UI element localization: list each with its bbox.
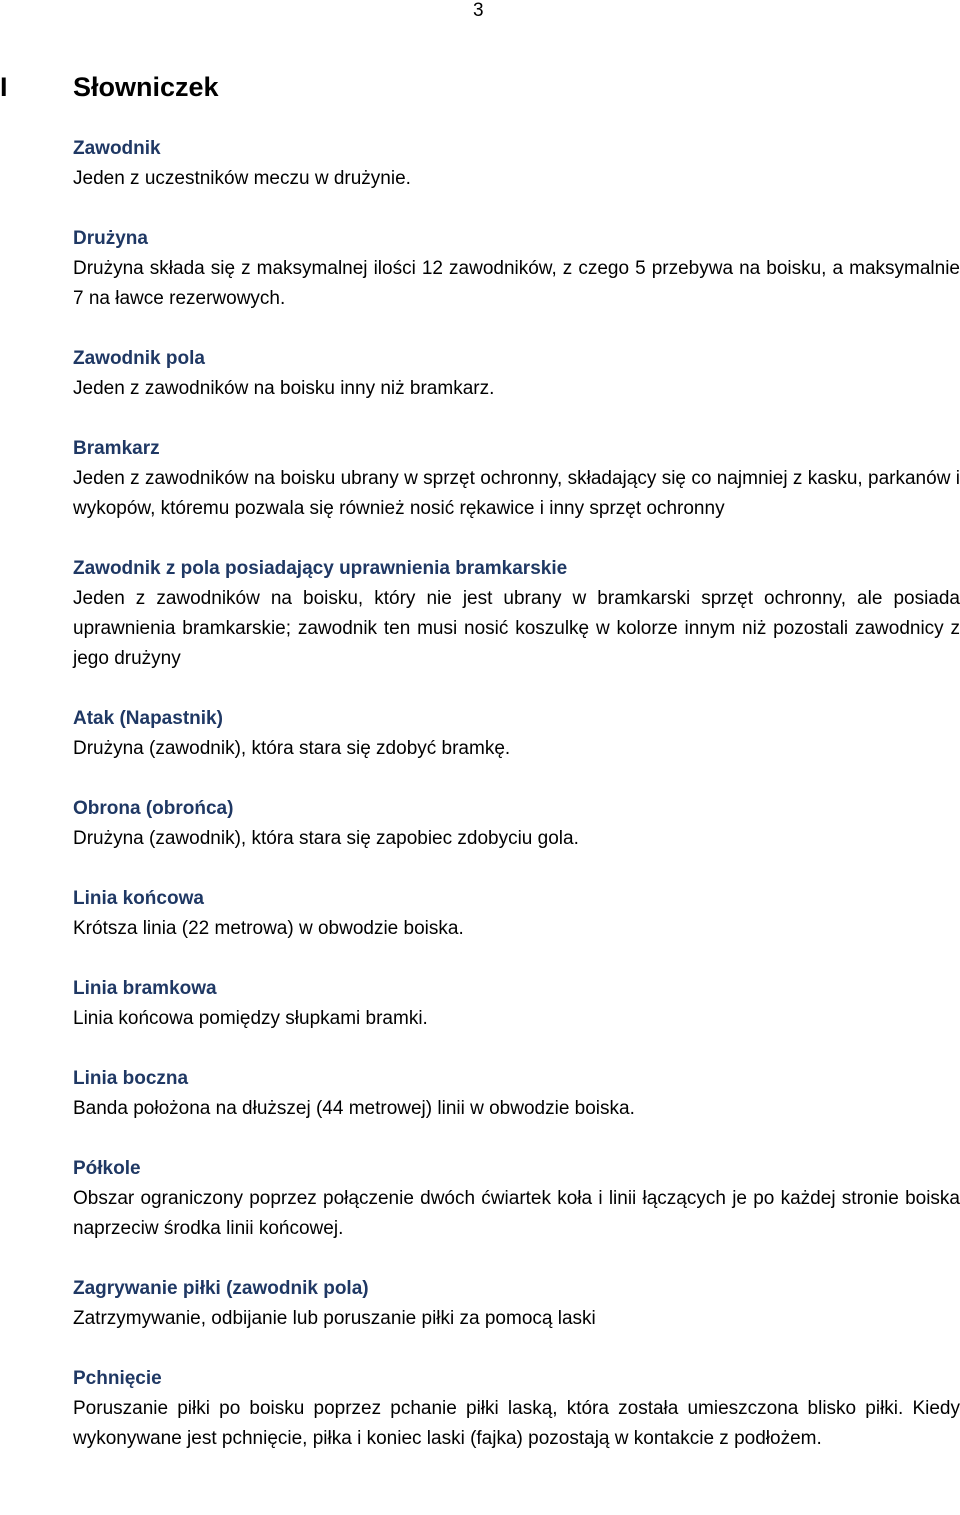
section-heading [0,70,960,104]
page-number: 3 [473,0,484,21]
glossary-term: Drużyna [73,228,148,249]
glossary-definition: Drużyna (zawodnik), która stara się zdobyć bramkę. [73,738,511,759]
section-number: I [0,72,8,102]
glossary-term: Obrona (obrońca) [73,798,234,819]
glossary-term: Linia bramkowa [73,978,217,999]
glossary-entry [73,434,960,524]
glossary-entry [73,344,960,404]
glossary-entry [73,1154,960,1244]
glossary-term: Półkole [73,1158,141,1179]
glossary-entry [73,1364,960,1454]
glossary-definition: Drużyna składa się z maksymalnej ilości 12 zawodników, z czego 5 przebywa na boisku, a maksymalnie 7 na ławce rezerwowych. [73,258,960,309]
glossary-entry [73,1274,960,1334]
glossary-term: Pchnięcie [73,1368,162,1389]
glossary-definition: Drużyna (zawodnik), która stara się zapobiec zdobyciu gola. [73,828,579,849]
glossary-entry [73,704,960,764]
glossary-definition: Linia końcowa pomiędzy słupkami bramki. [73,1008,428,1029]
glossary-entry [73,224,960,314]
glossary-list [73,134,960,1484]
glossary-definition: Obszar ograniczony poprzez połączenie dwóch ćwiartek koła i linii łączących je po każdej stronie boiska naprzeciw środka linii końcowej. [73,1188,960,1239]
glossary-term: Atak (Napastnik) [73,708,223,729]
glossary-term: Linia boczna [73,1068,189,1089]
glossary-definition: Poruszanie piłki po boisku poprzez pchanie piłki laską, która została umieszczona blisko piłki. Kiedy wykonywane jest pchnięcie, piłka i koniec laski (fajka) pozostają w kontakcie z podłożem. [73,1398,960,1449]
glossary-entry [73,974,960,1034]
glossary-term: Zawodnik [73,138,161,159]
glossary-entry [73,554,960,674]
glossary-definition: Jeden z zawodników na boisku ubrany w sprzęt ochronny, składający się co najmniej z kasku, parkanów i wykopów, któremu pozwala się również nosić rękawice i inny sprzęt ochronny [73,468,960,519]
glossary-definition: Banda położona na dłuższej (44 metrowej) linii w obwodzie boiska. [73,1098,635,1119]
glossary-term: Zawodnik pola [73,348,205,369]
glossary-definition: Jeden z zawodników na boisku inny niż bramkarz. [73,378,495,399]
glossary-entry [73,1064,960,1124]
glossary-term: Bramkarz [73,438,160,459]
glossary-definition: Jeden z uczestników meczu w drużynie. [73,168,411,189]
glossary-definition: Krótsza linia (22 metrowa) w obwodzie boiska. [73,918,464,939]
glossary-entry [73,794,960,854]
glossary-entry [73,134,960,194]
glossary-definition: Zatrzymywanie, odbijanie lub poruszanie piłki za pomocą laski [73,1308,596,1329]
glossary-term: Linia końcowa [73,888,204,909]
glossary-term: Zagrywanie piłki (zawodnik pola) [73,1278,369,1299]
glossary-term: Zawodnik z pola posiadający uprawnienia bramkarskie [73,558,568,579]
section-title: Słowniczek [73,72,219,102]
glossary-definition: Jeden z zawodników na boisku, który nie jest ubrany w bramkarski sprzęt ochronny, ale posiada uprawnienia bramkarskie; zawodnik ten musi nosić koszulkę w kolorze innym niż pozostali zawodnicy z jego drużyny [73,588,960,669]
glossary-entry [73,884,960,944]
